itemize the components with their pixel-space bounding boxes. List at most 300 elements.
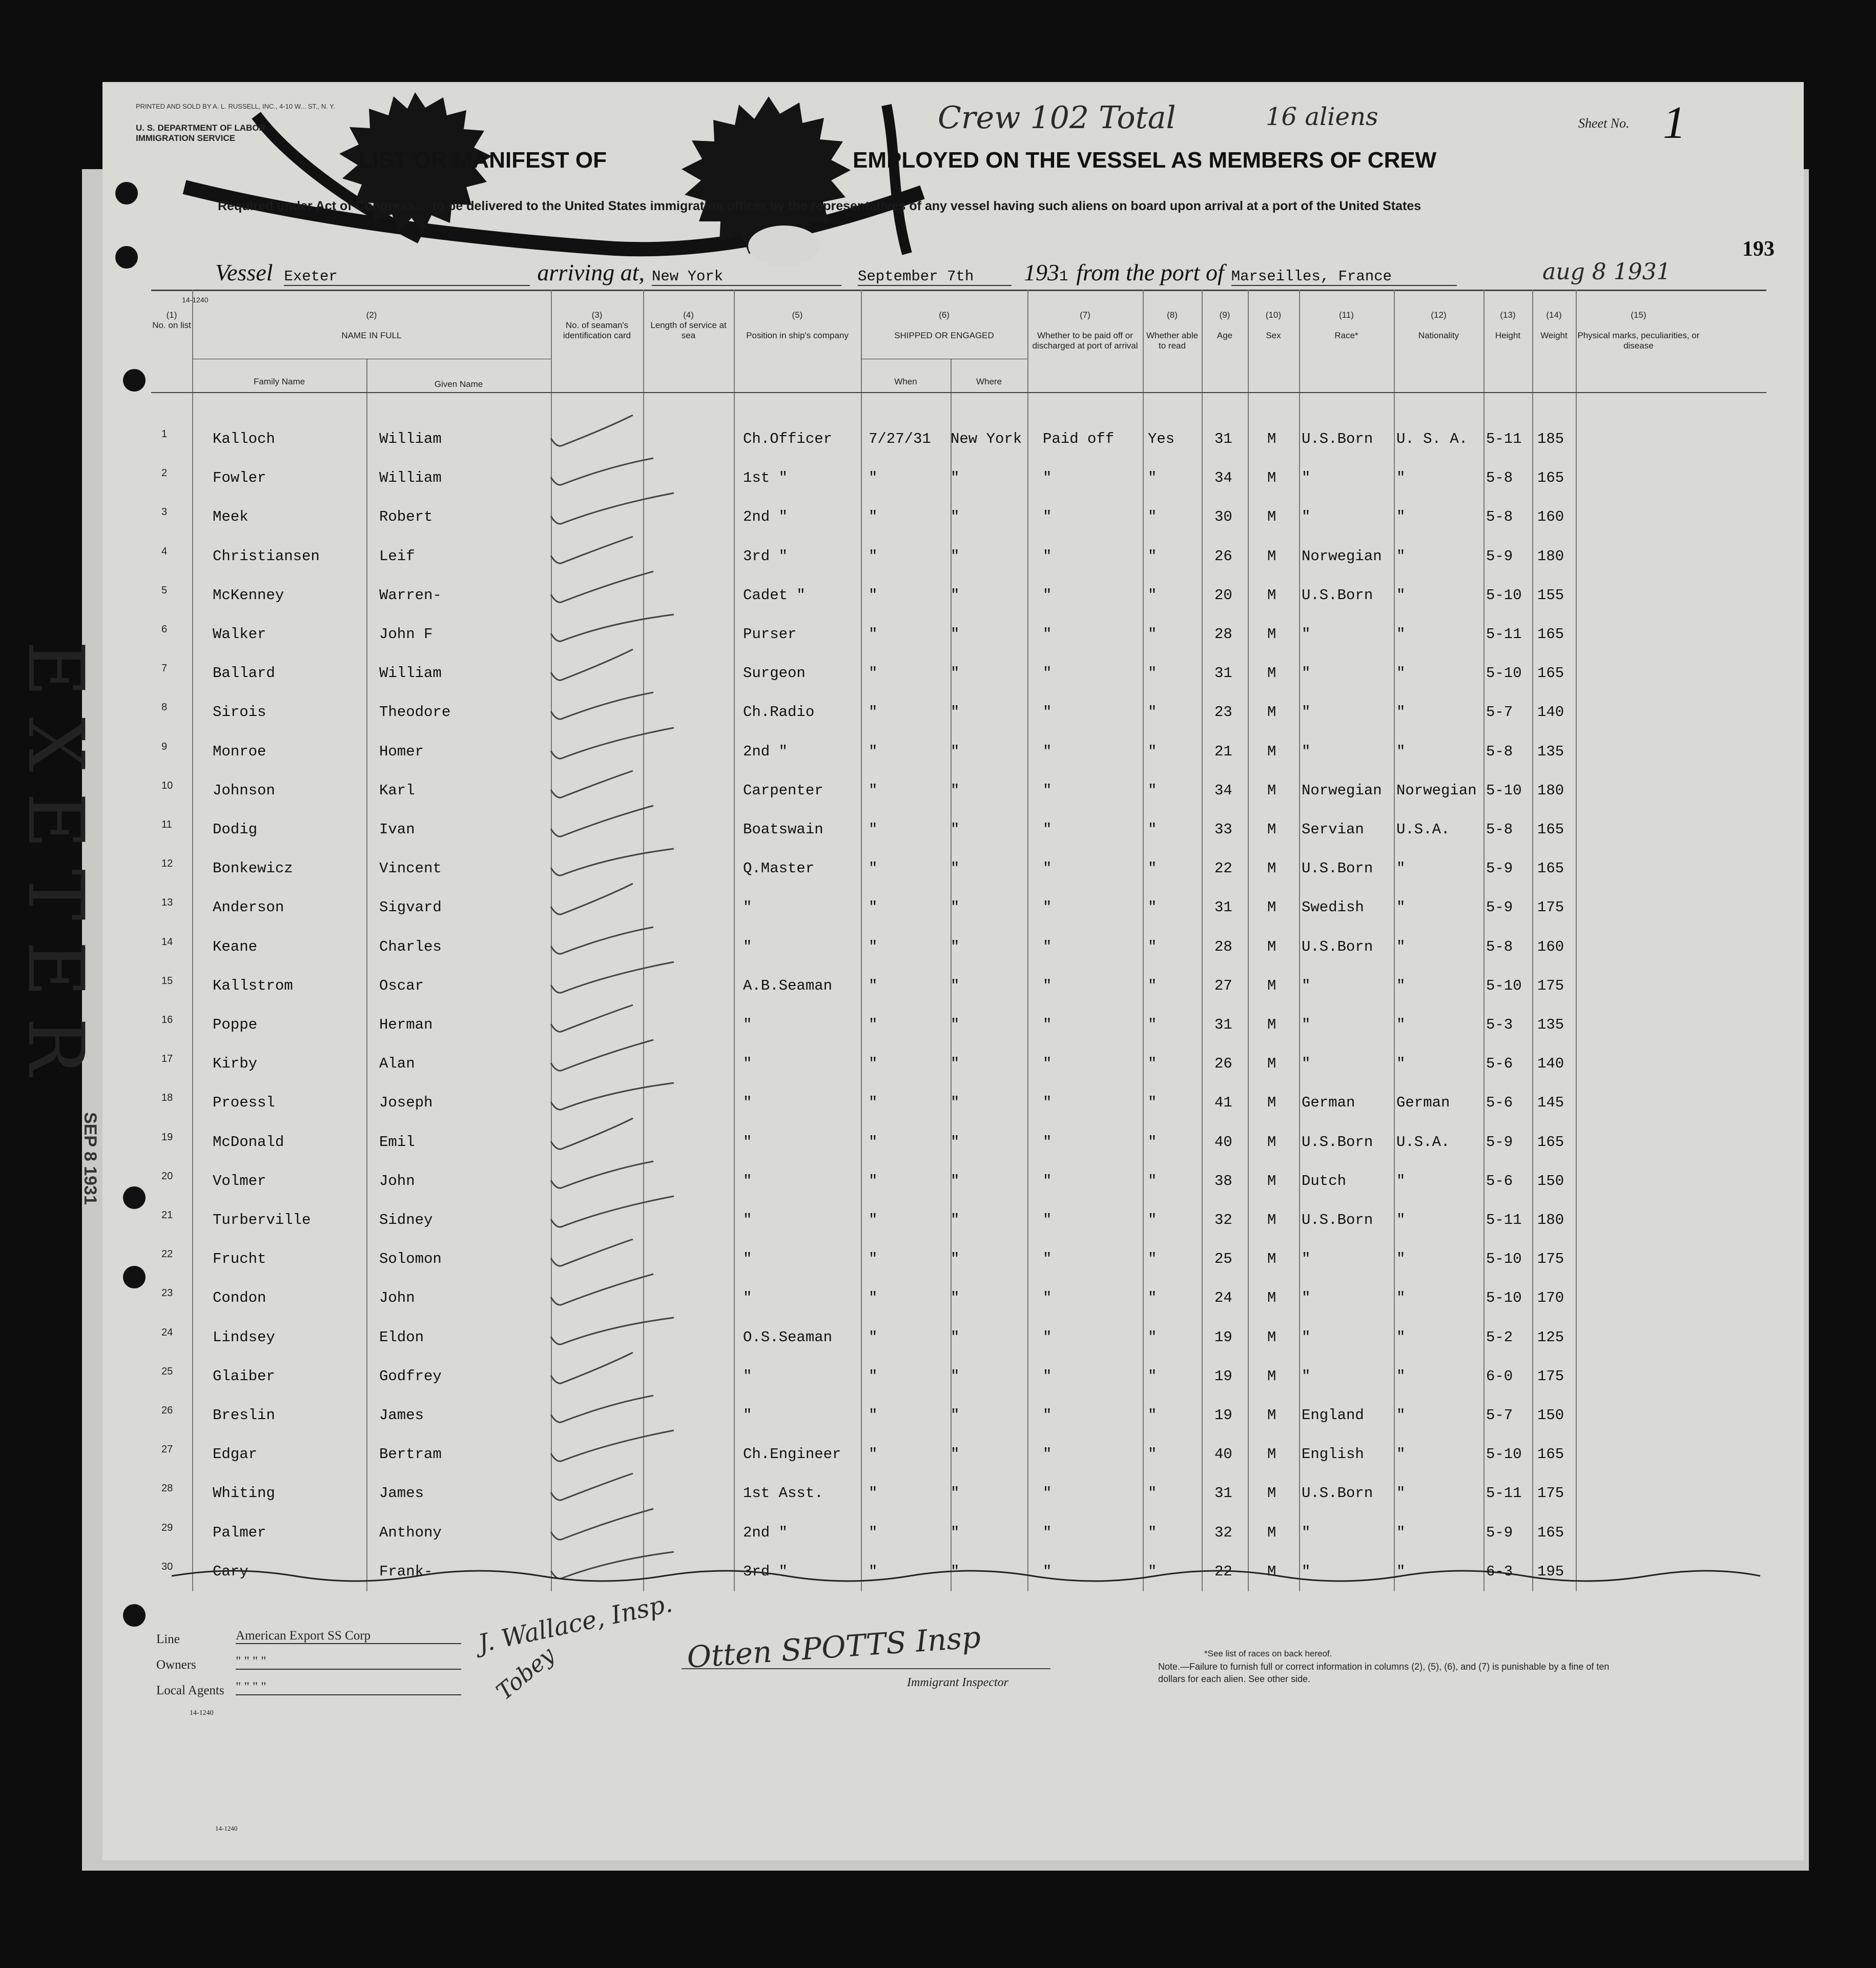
family-name: Poppe (213, 1016, 258, 1033)
height: 5-7 (1486, 704, 1513, 721)
row-number: 17 (161, 1053, 173, 1065)
height: 5-9 (1486, 860, 1513, 877)
header-weight (1532, 310, 1576, 341)
height: 5-2 (1486, 1328, 1513, 1346)
height: 5-6 (1486, 1055, 1513, 1073)
row-number: 29 (161, 1522, 173, 1533)
age: 31 (1214, 430, 1232, 447)
header-sex (1248, 310, 1299, 341)
nationality: U.S.A. (1396, 821, 1450, 838)
punch-hole (115, 182, 138, 204)
given-name: Emil (379, 1133, 415, 1151)
weight: 135 (1537, 1016, 1564, 1033)
given-name: Charles (379, 938, 442, 955)
height: 5-10 (1486, 977, 1522, 994)
position: Ch.Engineer (743, 1446, 841, 1463)
family-name: Walker (213, 626, 266, 643)
race: " (1302, 977, 1311, 994)
shipped-where: " (951, 1212, 960, 1228)
age: 27 (1214, 977, 1232, 994)
check-mark (546, 1464, 699, 1505)
race: " (1302, 665, 1311, 682)
nationality: " (1396, 547, 1406, 565)
form-title (359, 148, 1436, 173)
table-row (151, 1055, 1766, 1086)
weight: 165 (1537, 1524, 1564, 1541)
race: " (1302, 743, 1311, 760)
shipped-where: " (951, 469, 960, 487)
race: U.S.Born (1302, 860, 1373, 877)
table-row (151, 1212, 1766, 1242)
col5-num: (5) (792, 310, 803, 320)
col3-num: (3) (591, 310, 603, 320)
race: Norwegian (1302, 782, 1382, 799)
race: " (1302, 1328, 1311, 1346)
race: " (1302, 1563, 1311, 1580)
able-to-read: " (1148, 1250, 1157, 1268)
given-name: William (379, 430, 442, 447)
table-row (151, 1170, 1766, 1203)
family-name: Condon (213, 1289, 266, 1307)
arriving-label: arriving at, (537, 259, 645, 285)
family-name: Kirby (213, 1055, 258, 1073)
nationality: " (1396, 1055, 1406, 1073)
weight: 165 (1537, 626, 1564, 643)
given-name: Vincent (379, 860, 442, 877)
able-to-read: " (1148, 860, 1157, 877)
height: 5-11 (1486, 626, 1522, 643)
age: 41 (1214, 1094, 1232, 1112)
position: O.S.Seaman (743, 1328, 833, 1346)
immigration-service: IMMIGRATION SERVICE (136, 133, 235, 143)
sex: M (1267, 665, 1276, 682)
table-row (151, 430, 1766, 461)
position: " (743, 1055, 752, 1073)
shipped-where: " (951, 743, 960, 760)
year-digit: 1 (1059, 268, 1068, 285)
paid-off: " (1043, 1524, 1052, 1541)
check-mark (546, 878, 699, 919)
date-stamp: SEP 8 1931 (80, 1112, 100, 1205)
given-name: Joseph (379, 1094, 433, 1112)
sex: M (1267, 1055, 1276, 1073)
race: Dutch (1302, 1172, 1347, 1190)
age: 20 (1214, 586, 1232, 604)
race: U.S.Born (1302, 1212, 1373, 1228)
shipped-when: " (869, 977, 878, 994)
shipped-when: " (869, 665, 878, 682)
nationality: " (1396, 1367, 1406, 1385)
paid-off: Paid off (1043, 430, 1115, 447)
check-mark (546, 449, 699, 490)
row-number: 20 (161, 1170, 173, 1182)
form-code: 14-1240 (182, 296, 209, 304)
height: 5-8 (1486, 938, 1513, 955)
sex: M (1267, 1250, 1276, 1268)
height: 5-8 (1486, 821, 1513, 838)
shipped-where: " (951, 1407, 960, 1424)
weight: 195 (1537, 1563, 1564, 1580)
able-to-read: " (1148, 1289, 1157, 1307)
height: 6-0 (1486, 1367, 1513, 1385)
punch-hole (115, 246, 138, 269)
given-name: Eldon (379, 1328, 424, 1346)
given-name: Homer (379, 743, 424, 760)
age: 32 (1214, 1212, 1232, 1228)
check-mark (546, 1386, 699, 1427)
arrival-port: New York (652, 268, 841, 286)
header-bottom-rule (151, 392, 1766, 393)
race: Swedish (1302, 899, 1364, 916)
given-name: Herman (379, 1016, 433, 1033)
arrival-date: September 7th (858, 268, 1012, 286)
weight: 175 (1537, 1367, 1564, 1385)
family-name: Ballard (213, 665, 275, 682)
col14-text: Weight (1540, 331, 1568, 340)
title-right: EMPLOYED ON THE VESSEL AS MEMBERS OF CREW (852, 148, 1437, 173)
able-to-read: " (1148, 938, 1157, 955)
position: " (743, 1289, 752, 1307)
given-name: Oscar (379, 977, 424, 994)
height: 5-6 (1486, 1172, 1513, 1190)
inspector-rule (682, 1668, 1050, 1669)
table-row (151, 899, 1766, 930)
seal-ribbon (154, 85, 1025, 279)
table-row (151, 469, 1766, 500)
height: 5-11 (1486, 1485, 1522, 1502)
height: 5-10 (1486, 1446, 1522, 1463)
department-label (136, 123, 265, 144)
check-mark (546, 1152, 699, 1193)
paid-off: " (1043, 1094, 1052, 1112)
shipped-where: " (951, 1094, 960, 1112)
row-number: 16 (161, 1014, 173, 1026)
shipped-where: " (951, 1367, 960, 1385)
position: " (743, 899, 752, 916)
position: 2nd " (743, 1524, 788, 1541)
shipped-where: " (951, 821, 960, 838)
race: " (1302, 1016, 1311, 1033)
age: 34 (1214, 782, 1232, 799)
given-name: Anthony (379, 1524, 442, 1541)
given-name: Solomon (379, 1250, 442, 1268)
nationality: " (1396, 977, 1406, 994)
race: Servian (1302, 821, 1364, 838)
family-name: Edgar (213, 1446, 258, 1463)
age: 23 (1214, 704, 1232, 721)
paid-off: " (1043, 1055, 1052, 1073)
nationality: " (1396, 1250, 1406, 1268)
shipped-where: " (951, 1133, 960, 1151)
shipped-when: " (869, 743, 878, 760)
race: " (1302, 508, 1311, 526)
sex: M (1267, 938, 1276, 955)
year-label: 193 (1023, 259, 1059, 285)
row-number: 11 (161, 819, 172, 830)
weight: 140 (1537, 704, 1564, 721)
shipped-where: " (951, 977, 960, 994)
race: " (1302, 1524, 1311, 1541)
row-number: 23 (161, 1287, 173, 1299)
age: 25 (1214, 1250, 1232, 1268)
check-mark (546, 801, 699, 842)
weight: 175 (1537, 899, 1564, 916)
check-mark (546, 410, 699, 451)
height: 5-3 (1486, 1016, 1513, 1033)
row-number: 8 (161, 702, 168, 713)
paid-off: " (1043, 1328, 1052, 1346)
shipped-where: " (951, 1485, 960, 1502)
race: U.S.Born (1302, 1485, 1373, 1502)
col15-text: Physical marks, peculiarities, or disease (1577, 331, 1700, 351)
family-name: Kallstrom (213, 977, 293, 994)
check-mark (546, 1113, 699, 1154)
wallace-signature: J. Wallace, Insp. (476, 1589, 675, 1658)
table-row (151, 1365, 1766, 1399)
table-row (151, 1524, 1766, 1555)
check-mark (546, 996, 699, 1037)
height: 5-11 (1486, 430, 1522, 447)
check-mark (546, 957, 699, 998)
race: English (1302, 1446, 1364, 1463)
row-number: 14 (161, 936, 173, 948)
age: 31 (1214, 899, 1232, 916)
family-name: Lindsey (213, 1328, 275, 1346)
weight: 175 (1537, 1485, 1564, 1502)
sex: M (1267, 1367, 1276, 1385)
race: German (1302, 1094, 1355, 1112)
table-row (151, 1485, 1766, 1515)
check-mark (546, 1191, 699, 1232)
family-name: Bonkewicz (213, 860, 293, 877)
able-to-read: " (1148, 821, 1157, 838)
shipped-when: 7/27/31 (869, 430, 931, 447)
race: U.S.Born (1302, 430, 1373, 447)
wavy-closing-line (172, 1566, 1765, 1586)
paid-off: " (1043, 1016, 1052, 1033)
given-name: Frank- (379, 1563, 433, 1580)
shipped-where: " (951, 1446, 960, 1463)
paid-off: " (1043, 469, 1052, 487)
height: 5-10 (1486, 1289, 1522, 1307)
given-name: James (379, 1407, 424, 1424)
shipped-when: " (869, 1446, 878, 1463)
age: 24 (1214, 1289, 1232, 1307)
shipped-when: " (869, 1367, 878, 1385)
age: 34 (1214, 469, 1232, 487)
sex: M (1267, 1485, 1276, 1502)
agents-label: Local Agents (156, 1684, 224, 1697)
able-to-read: " (1148, 1446, 1157, 1463)
col10-num: (10) (1265, 310, 1282, 320)
nationality: " (1396, 469, 1406, 487)
height: 6-3 (1486, 1563, 1513, 1580)
family-name: Johnson (213, 782, 275, 799)
weight: 165 (1537, 1446, 1564, 1463)
height: 5-8 (1486, 508, 1513, 526)
family-name: Sirois (213, 704, 266, 721)
check-mark (546, 918, 699, 959)
row-number: 13 (161, 897, 173, 909)
race: U.S.Born (1302, 938, 1373, 955)
nationality: " (1396, 899, 1406, 916)
col6-num: (6) (939, 310, 950, 320)
position: " (743, 1133, 752, 1151)
able-to-read: " (1148, 977, 1157, 994)
weight: 185 (1537, 430, 1564, 447)
height: 5-9 (1486, 899, 1513, 916)
nationality: " (1396, 626, 1406, 643)
weight: 160 (1537, 938, 1564, 955)
table-row (151, 508, 1766, 539)
owners-value: " " " " (236, 1654, 461, 1670)
race: " (1302, 1055, 1311, 1073)
row-number: 27 (161, 1444, 173, 1455)
given-name: Sidney (379, 1212, 433, 1228)
crew-table (151, 290, 1766, 1602)
race: Norwegian (1302, 547, 1382, 565)
race: England (1302, 1407, 1364, 1424)
paid-off: " (1043, 977, 1052, 994)
penalty-note: Note.—Failure to furnish full or correct information in columns (2), (5), (6), and (7) is punishable by a fine of ten dollars for each alien. See other side. (1158, 1662, 1610, 1684)
sex: M (1267, 743, 1276, 760)
col3-text: No. of seaman's identification card (563, 320, 631, 340)
race: " (1302, 626, 1311, 643)
col1-num: (1) (166, 310, 177, 320)
given-name: Godfrey (379, 1367, 442, 1385)
col10-text: Sex (1266, 331, 1281, 340)
paid-off: " (1043, 586, 1052, 604)
height: 5-8 (1486, 743, 1513, 760)
weight: 125 (1537, 1328, 1564, 1346)
position: " (743, 1094, 752, 1112)
table-row (151, 782, 1766, 813)
height: 5-9 (1486, 1133, 1513, 1151)
age: 26 (1214, 547, 1232, 565)
nationality: " (1396, 1563, 1406, 1580)
paid-off: " (1043, 821, 1052, 838)
family-name: Palmer (213, 1524, 266, 1541)
weight: 165 (1537, 665, 1564, 682)
paid-off: " (1043, 508, 1052, 526)
shipped-when: " (869, 1328, 878, 1346)
able-to-read: " (1148, 899, 1157, 916)
shipped-where: " (951, 704, 960, 721)
height: 5-10 (1486, 586, 1522, 604)
row-number: 21 (161, 1210, 173, 1221)
age: 31 (1214, 665, 1232, 682)
nationality: " (1396, 1212, 1406, 1228)
col4-num: (4) (683, 310, 694, 320)
able-to-read: " (1148, 782, 1157, 799)
age: 22 (1214, 1563, 1232, 1580)
sheet-label: Sheet No. (1578, 116, 1630, 131)
shipped-when: " (869, 821, 878, 838)
header-card (551, 310, 643, 341)
page-number: 193 (1742, 237, 1775, 261)
col13-num: (13) (1500, 310, 1516, 320)
able-to-read: " (1148, 626, 1157, 643)
nationality: " (1396, 743, 1406, 760)
weight: 170 (1537, 1289, 1564, 1307)
shipped-where: " (951, 586, 960, 604)
able-to-read: " (1148, 1133, 1157, 1151)
able-to-read: " (1148, 1407, 1157, 1424)
race: " (1302, 704, 1311, 721)
sex: M (1267, 1016, 1276, 1033)
able-to-read: " (1148, 586, 1157, 604)
shipped-where: " (951, 508, 960, 526)
shipped-where: " (951, 547, 960, 565)
paid-off: " (1043, 547, 1052, 565)
check-mark (546, 1504, 699, 1545)
paid-off: " (1043, 1133, 1052, 1151)
age: 28 (1214, 626, 1232, 643)
tobey-signature: Tobey (491, 1642, 560, 1706)
check-mark (546, 566, 699, 607)
nationality: " (1396, 1328, 1406, 1346)
table-top-rule (151, 290, 1766, 291)
check-mark (546, 1425, 699, 1466)
position: Ch.Officer (743, 430, 833, 447)
paid-off: " (1043, 743, 1052, 760)
position: Ch.Radio (743, 704, 815, 721)
check-mark (546, 683, 699, 724)
age: 21 (1214, 743, 1232, 760)
col2-text: NAME IN FULL (341, 331, 402, 340)
paid-off: " (1043, 938, 1052, 955)
punch-hole (123, 1604, 146, 1627)
header-family: Family Name (253, 377, 305, 386)
able-to-read: Yes (1148, 430, 1175, 447)
weight: 165 (1537, 860, 1564, 877)
able-to-read: " (1148, 547, 1157, 565)
col9-text: Age (1217, 331, 1233, 340)
age: 38 (1214, 1172, 1232, 1190)
race: U.S.Born (1302, 586, 1373, 604)
row-number: 5 (161, 584, 168, 596)
shipped-when: " (869, 1289, 878, 1307)
age: 19 (1214, 1407, 1232, 1424)
shipped-where: " (951, 1172, 960, 1190)
given-name: Alan (379, 1055, 415, 1073)
row-number: 2 (161, 467, 168, 479)
requirement-text: Required under Act of Congress ... to be delivered to the United States immigration officer by the representatives of any vessel having such aliens on board upon arrival at a port of the United States (218, 199, 1421, 213)
departure-port: Marseilles, France (1231, 268, 1457, 286)
row-number: 30 (161, 1561, 173, 1572)
given-name: Theodore (379, 704, 451, 721)
bottom-form-code: 14-1240 (215, 1824, 238, 1832)
table-row (151, 1094, 1766, 1125)
paid-off: " (1043, 1172, 1052, 1190)
header-when: When (894, 377, 917, 386)
age: 22 (1214, 860, 1232, 877)
weight: 160 (1537, 508, 1564, 526)
race: " (1302, 1250, 1311, 1268)
row-number: 1 (161, 428, 168, 440)
wax-seal-right (666, 92, 871, 277)
family-name: Kalloch (213, 430, 275, 447)
col13-text: Height (1495, 331, 1521, 340)
family-name: Cary (213, 1563, 249, 1580)
nationality: " (1396, 665, 1406, 682)
row-number: 22 (161, 1248, 173, 1260)
table-row (151, 626, 1766, 657)
header-where: Where (976, 377, 1002, 386)
table-row (151, 1289, 1766, 1320)
shipped-where: " (951, 1328, 960, 1346)
table-row (151, 1131, 1766, 1164)
